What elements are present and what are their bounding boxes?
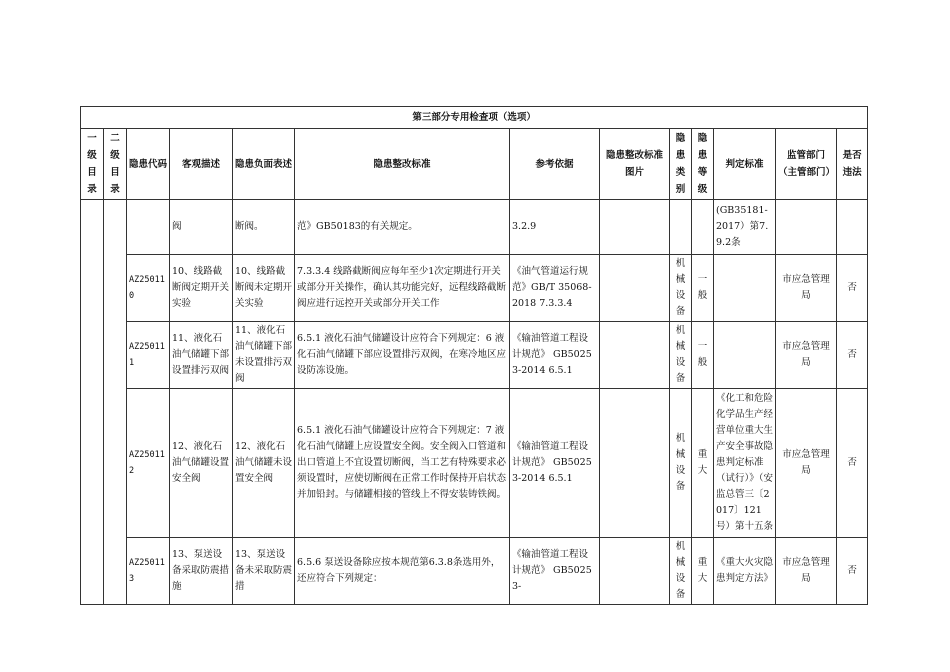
table-row <box>81 322 868 389</box>
reference-basis-cell: 《油气管道运行规范》GB/T 35068-2018 7.3.3.4 <box>510 255 600 322</box>
column-header: 判定标准 <box>714 129 776 200</box>
standard-image-cell <box>600 538 670 605</box>
hazard-category-cell: 机械设备 <box>670 538 692 605</box>
column-header-row <box>81 129 868 200</box>
rectification-standard-cell: 6.5.1 液化石油气储罐设计应符合下列规定：7 液化石油气储罐上应设置安全阀。安全阀入口管道和出口管道上不宜设置切断阀，当工艺有特殊要求必须设置时，应使切断阀在正常工作时保持开启状态并加铅封。与储罐相接的管线上不得安装铸铁阀。 <box>295 389 510 538</box>
hazard-level-cell: 一般 <box>692 322 714 389</box>
hazard-category-cell: 机械设备 <box>670 255 692 322</box>
is-illegal-cell: 否 <box>837 389 868 538</box>
hazard-code-cell: AZ250110 <box>127 255 170 322</box>
standard-image-cell <box>600 200 670 255</box>
reference-basis-cell: 《输油管道工程设计规范》 GB50253- <box>510 538 600 605</box>
hazard-code-cell: AZ250111 <box>127 322 170 389</box>
judgement-standard-cell: 《重大火灾隐患判定方法》 <box>714 538 776 605</box>
standard-image-cell <box>600 389 670 538</box>
rectification-standard-cell: 7.3.3.4 线路截断阀应每年至少1次定期进行开关或部分开关操作，确认其功能完好，远程线路截断阀应进行远控开关或部分开关工作 <box>295 255 510 322</box>
level2-catalog-cell <box>104 200 127 605</box>
column-header: 参考依据 <box>510 129 600 200</box>
hazard-code-cell <box>127 200 170 255</box>
supervising-dept-cell: 市应急管理局 <box>776 322 837 389</box>
reference-basis-cell: 《输油管道工程设计规范》 GB50253-2014 6.5.1 <box>510 389 600 538</box>
objective-description-cell: 10、线路截断阀定期开关实验 <box>170 255 233 322</box>
hazard-level-cell: 一般 <box>692 255 714 322</box>
hazard-category-cell: 机械设备 <box>670 389 692 538</box>
supervising-dept-cell: 市应急管理局 <box>776 389 837 538</box>
hazard-code-cell: AZ250112 <box>127 389 170 538</box>
hazard-code-cell: AZ250113 <box>127 538 170 605</box>
standard-image-cell <box>600 255 670 322</box>
rectification-standard-cell: 6.5.1 液化石油气储罐设计应符合下列规定：6 液化石油气储罐下部应设置排污双阀，在寒冷地区应设防冻设施。 <box>295 322 510 389</box>
judgement-standard-cell <box>714 322 776 389</box>
hazard-category-cell <box>670 200 692 255</box>
judgement-standard-cell: (GB35181-2017）第7.9.2条 <box>714 200 776 255</box>
supervising-dept-cell: 市应急管理局 <box>776 255 837 322</box>
level1-catalog-cell <box>81 200 104 605</box>
negative-statement-cell: 断阀。 <box>233 200 295 255</box>
objective-description-cell: 12、液化石油气储罐设置安全阀 <box>170 389 233 538</box>
column-header: 隐患整改标准图片 <box>600 129 670 200</box>
column-header: 隐患整改标准 <box>295 129 510 200</box>
column-header: 监管部门（主管部门） <box>776 129 837 200</box>
reference-basis-cell: 《输油管道工程设计规范》 GB50253-2014 6.5.1 <box>510 322 600 389</box>
hazard-level-cell: 重大 <box>692 538 714 605</box>
objective-description-cell: 阀 <box>170 200 233 255</box>
standard-image-cell <box>600 322 670 389</box>
column-header: 隐患类别 <box>670 129 692 200</box>
negative-statement-cell: 11、液化石油气储罐下部未设置排污双阀 <box>233 322 295 389</box>
reference-basis-cell: 3.2.9 <box>510 200 600 255</box>
column-header: 隐患负面表述 <box>233 129 295 200</box>
column-header: 客观描述 <box>170 129 233 200</box>
is-illegal-cell <box>837 200 868 255</box>
negative-statement-cell: 12、液化石油气储罐未设置安全阀 <box>233 389 295 538</box>
is-illegal-cell: 否 <box>837 322 868 389</box>
negative-statement-cell: 10、线路截断阀未定期开关实验 <box>233 255 295 322</box>
table-row <box>81 255 868 322</box>
table-row <box>81 200 868 255</box>
column-header: 是否违法 <box>837 129 868 200</box>
hazard-level-cell: 重大 <box>692 389 714 538</box>
supervising-dept-cell: 市应急管理局 <box>776 538 837 605</box>
table-row <box>81 538 868 605</box>
table-row <box>81 389 868 538</box>
column-header: 隐患代码 <box>127 129 170 200</box>
hazard-category-cell: 机械设备 <box>670 322 692 389</box>
supervising-dept-cell <box>776 200 837 255</box>
rectification-standard-cell: 6.5.6 泵送设备除应按本规范第6.3.8条选用外，还应符合下列规定： <box>295 538 510 605</box>
objective-description-cell: 11、液化石油气储罐下部设置排污双阀 <box>170 322 233 389</box>
inspection-table <box>80 106 868 605</box>
column-header: 一级目录 <box>81 129 104 200</box>
column-header: 二级目录 <box>104 129 127 200</box>
table-title: 第三部分专用检查项（选项） <box>81 107 868 129</box>
judgement-standard-cell: 《化工和危险化学品生产经营单位重大生产安全事故隐患判定标准（试行）》（安监总管三〔2017〕121号）第十五条 <box>714 389 776 538</box>
table-body <box>81 200 868 605</box>
hazard-level-cell <box>692 200 714 255</box>
is-illegal-cell: 否 <box>837 255 868 322</box>
judgement-standard-cell <box>714 255 776 322</box>
objective-description-cell: 13、泵送设备采取防震措施 <box>170 538 233 605</box>
is-illegal-cell: 否 <box>837 538 868 605</box>
rectification-standard-cell: 范》GB50183的有关规定。 <box>295 200 510 255</box>
column-header: 隐患等级 <box>692 129 714 200</box>
negative-statement-cell: 13、泵送设备未采取防震措 <box>233 538 295 605</box>
